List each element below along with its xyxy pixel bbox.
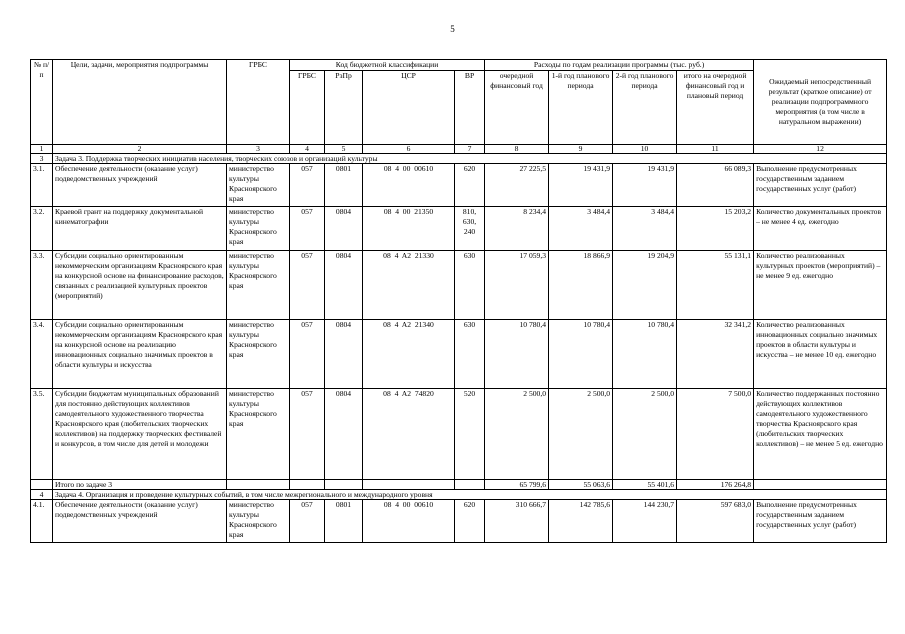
- row-number: 3.5.: [31, 389, 53, 480]
- header-exp-plan1: 1-й год планового периода: [549, 71, 613, 145]
- total-empty-cell: [363, 480, 455, 490]
- row-year1: 19 431,9: [549, 164, 613, 207]
- row-grbs: министерство культуры Красноярского края: [227, 207, 290, 251]
- column-number: 7: [455, 145, 485, 154]
- row-code: 057: [290, 251, 325, 320]
- total-empty-cell: [325, 480, 363, 490]
- total-year1: 55 063,6: [549, 480, 613, 490]
- header-exp-plan2: 2-й год планового периода: [613, 71, 677, 145]
- row-grbs: министерство культуры Красноярского края: [227, 500, 290, 543]
- header-num: № п/п: [31, 60, 53, 145]
- row-code: 057: [290, 164, 325, 207]
- row-year0: 8 234,4: [485, 207, 549, 251]
- row-csr: 08 4 00 00610: [363, 164, 455, 207]
- table-row: [31, 320, 887, 389]
- row-rzpr: 0804: [325, 320, 363, 389]
- column-number: 5: [325, 145, 363, 154]
- row-result: Выполнение предусмотренных государственным заданием государственных услуг (работ): [754, 500, 887, 543]
- row-year2: 19 431,9: [613, 164, 677, 207]
- task-title: Задача 3. Поддержка творческих инициатив населения, творческих союзов и организаций культуры: [53, 154, 887, 164]
- column-number: 8: [485, 145, 549, 154]
- row-number: 4.1.: [31, 500, 53, 543]
- row-year0: 17 059,3: [485, 251, 549, 320]
- row-grbs: министерство культуры Красноярского края: [227, 251, 290, 320]
- row-vr: 810, 630, 240: [455, 207, 485, 251]
- row-rzpr: 0804: [325, 389, 363, 480]
- row-result: Количество реализованных культурных проектов (мероприятий) – не менее 9 ед. ежегодно: [754, 251, 887, 320]
- row-result: Количество документальных проектов – не менее 4 ед. ежегодно: [754, 207, 887, 251]
- row-csr: 08 4 A2 74820: [363, 389, 455, 480]
- header-exp-current: очередной финансовый год: [485, 71, 549, 145]
- task-title: Задача 4. Организация и проведение культурных событий, в том числе межрегионального и международного уровня: [53, 490, 887, 500]
- column-number: 10: [613, 145, 677, 154]
- header-exp-total: итого на очередной финансовый год и плановый период: [677, 71, 754, 145]
- row-year1: 2 500,0: [549, 389, 613, 480]
- row-grbs: министерство культуры Красноярского края: [227, 320, 290, 389]
- row-activity: Субсидии социально ориентированным некоммерческим организациям Красноярского края на конкурсной основе на финансирование расходов, связанных с реализацией культурных проектов (мероприятий): [53, 251, 227, 320]
- row-csr: 08 4 00 21350: [363, 207, 455, 251]
- total-year2: 55 401,6: [613, 480, 677, 490]
- table-row: [31, 500, 887, 543]
- row-activity: Субсидии социально ориентированным некоммерческим организациям Красноярского края на конкурсной основе на реализацию инновационных социально значимых проектов в области культуры и искусства: [53, 320, 227, 389]
- row-activity: Краевой грант на поддержку документальной кинематографии: [53, 207, 227, 251]
- row-rzpr: 0801: [325, 164, 363, 207]
- row-year0: 2 500,0: [485, 389, 549, 480]
- row-code: 057: [290, 500, 325, 543]
- row-csr: 08 4 A2 21340: [363, 320, 455, 389]
- row-total: 15 203,2: [677, 207, 754, 251]
- table-row: [31, 164, 887, 207]
- task-3-row: [31, 154, 887, 164]
- row-code: 057: [290, 389, 325, 480]
- row-rzpr: 0801: [325, 500, 363, 543]
- column-number: 12: [754, 145, 887, 154]
- header-expenses-group: Расходы по годам реализации программы (тыс. руб.): [485, 60, 754, 71]
- row-year2: 144 230,7: [613, 500, 677, 543]
- task-3-total-row: [31, 480, 887, 490]
- total-empty-cell: [227, 480, 290, 490]
- row-year0: 10 780,4: [485, 320, 549, 389]
- row-grbs: министерство культуры Красноярского края: [227, 164, 290, 207]
- row-year1: 142 785,6: [549, 500, 613, 543]
- header-code-csr: ЦСР: [363, 71, 455, 145]
- total-empty-cell: [754, 480, 887, 490]
- row-activity: Обеспечение деятельности (оказание услуг) подведомственных учреждений: [53, 164, 227, 207]
- budget-table: [30, 59, 887, 543]
- row-grbs: министерство культуры Красноярского края: [227, 389, 290, 480]
- column-number: 9: [549, 145, 613, 154]
- row-number: 3.2.: [31, 207, 53, 251]
- row-code: 057: [290, 207, 325, 251]
- row-year0: 27 225,5: [485, 164, 549, 207]
- row-total: 597 683,0: [677, 500, 754, 543]
- row-activity: Обеспечение деятельности (оказание услуг) подведомственных учреждений: [53, 500, 227, 543]
- total-empty-cell: [290, 480, 325, 490]
- row-csr: 08 4 A2 21330: [363, 251, 455, 320]
- column-number: 3: [227, 145, 290, 154]
- row-vr: 520: [455, 389, 485, 480]
- row-rzpr: 0804: [325, 207, 363, 251]
- header-code-grbs: ГРБС: [290, 71, 325, 145]
- row-activity: Субсидии бюджетам муниципальных образований для постоянно действующих коллективов самодеятельного художественного творчества Красноярского края (любительских творческих коллективов) на поддержку творческих фестивалей и конкурсов, в том числе для детей и молодежи: [53, 389, 227, 480]
- row-year2: 2 500,0: [613, 389, 677, 480]
- total-empty-cell: [31, 480, 53, 490]
- row-vr: 630: [455, 320, 485, 389]
- header-code-rzpr: РзПр: [325, 71, 363, 145]
- page-number: 5: [450, 24, 455, 34]
- row-total: 7 500,0: [677, 389, 754, 480]
- row-number: 3.4.: [31, 320, 53, 389]
- row-total: 32 341,2: [677, 320, 754, 389]
- column-number: 4: [290, 145, 325, 154]
- task-4-row: [31, 490, 887, 500]
- header-row-top: [31, 60, 887, 71]
- header-code-group: Код бюджетной классификации: [290, 60, 485, 71]
- table-row: [31, 251, 887, 320]
- row-year1: 3 484,4: [549, 207, 613, 251]
- table-row: [31, 207, 887, 251]
- task-number: 3: [31, 154, 53, 164]
- row-year1: 18 866,9: [549, 251, 613, 320]
- header-result: Ожидаемый непосредственный результат (краткое описание) от реализации подпрограммного мероприятия (в том числе в натуральном выражении): [754, 60, 887, 145]
- row-result: Выполнение предусмотренных государственным заданием государственных услуг (работ): [754, 164, 887, 207]
- row-vr: 630: [455, 251, 485, 320]
- task-number: 4: [31, 490, 53, 500]
- total-label: Итого по задаче 3: [53, 480, 227, 490]
- header-goals: Цели, задачи, мероприятия подпрограммы: [53, 60, 227, 145]
- row-code: 057: [290, 320, 325, 389]
- row-year2: 10 780,4: [613, 320, 677, 389]
- total-empty-cell: [455, 480, 485, 490]
- row-number: 3.1.: [31, 164, 53, 207]
- row-vr: 620: [455, 500, 485, 543]
- column-number: 6: [363, 145, 455, 154]
- row-total: 66 089,3: [677, 164, 754, 207]
- header-grbs: ГРБС: [227, 60, 290, 145]
- column-number-row: [31, 145, 887, 154]
- row-rzpr: 0804: [325, 251, 363, 320]
- row-year1: 10 780,4: [549, 320, 613, 389]
- row-result: Количество поддержанных постоянно действующих коллективов самодеятельного художественного творчества Красноярского края (любительских творческих коллективов) – не менее 5 ед. ежегодно: [754, 389, 887, 480]
- row-year2: 3 484,4: [613, 207, 677, 251]
- row-vr: 620: [455, 164, 485, 207]
- row-number: 3.3.: [31, 251, 53, 320]
- row-total: 55 131,1: [677, 251, 754, 320]
- total-sum: 176 264,8: [677, 480, 754, 490]
- header-code-vr: ВР: [455, 71, 485, 145]
- row-year2: 19 204,9: [613, 251, 677, 320]
- table-row: [31, 389, 887, 480]
- column-number: 11: [677, 145, 754, 154]
- column-number: 1: [31, 145, 53, 154]
- row-csr: 08 4 00 00610: [363, 500, 455, 543]
- row-year0: 310 666,7: [485, 500, 549, 543]
- column-number: 2: [53, 145, 227, 154]
- row-result: Количество реализованных инновационных социально значимых проектов в области культуры и искусства – не менее 10 ед. ежегодно: [754, 320, 887, 389]
- total-year0: 65 799,6: [485, 480, 549, 490]
